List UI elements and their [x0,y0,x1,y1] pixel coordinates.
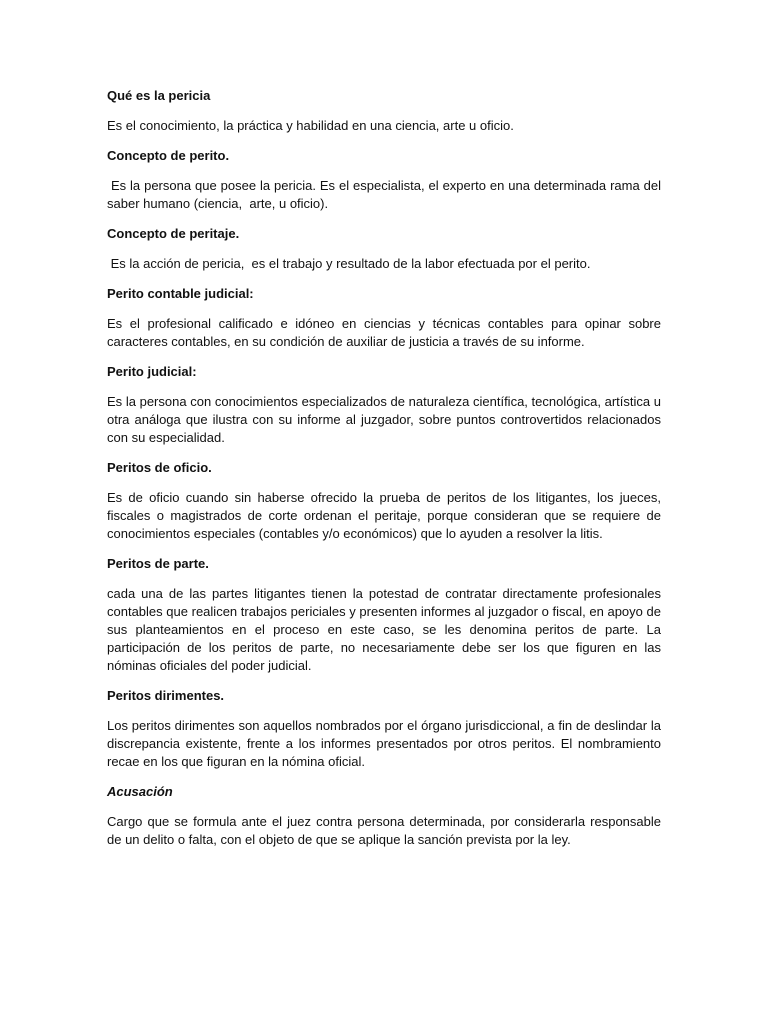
section-heading-perito-contable-judicial: Perito contable judicial: [107,286,254,301]
section-heading-concepto-peritaje: Concepto de peritaje. [107,226,240,241]
section-text-pericia: Es el conocimiento, la práctica y habilidad en una ciencia, arte u oficio. [107,118,514,133]
section-text-perito-judicial: Es la persona con conocimientos especializados de naturaleza científica, tecnológica, artística u otra análoga que ilustra con su informe al juzgador, sobre puntos controvertidos relacionados con su especialidad. [107,394,665,445]
section-heading-pericia: Qué es la pericia [107,88,211,103]
section-heading-concepto-perito: Concepto de perito. [107,148,230,163]
section-heading-peritos-de-oficio: Peritos de oficio. [107,460,212,475]
section-text-peritos-de-parte: cada una de las partes litigantes tienen la potestad de contratar directamente profesionales contables que realicen trabajos periciales y presenten informes al juzgador o fiscal, en apoyo de sus planteamientos en el proceso en este caso, se les denomina peritos de parte. La participación de los peritos de parte, no necesariamente debe ser los que figuren en las nóminas oficiales del poder judicial. [107,586,665,673]
section-heading-perito-judicial: Perito judicial: [107,364,197,379]
section-text-concepto-perito: Es la persona que posee la pericia. Es el especialista, el experto en una determinada rama del saber humano (ciencia, arte, u oficio). [107,178,665,211]
section-text-perito-contable-judicial: Es el profesional calificado e idóneo en ciencias y técnicas contables para opinar sobre caracteres contables, en su condición de auxiliar de justicia a través de su informe. [107,316,665,349]
section-text-peritos-dirimentes: Los peritos dirimentes son aquellos nombrados por el órgano jurisdiccional, a fin de deslindar la discrepancia existente, frente a los informes presentados por otros peritos. El nombramiento recae en los que figuran en la nómina oficial. [107,718,665,769]
document-body [107,87,665,861]
section-text-peritos-de-oficio: Es de oficio cuando sin haberse ofrecido la prueba de peritos de los litigantes, los jueces, fiscales o magistrados de corte ordenan el peritaje, porque consideran que se requiere de conocimientos especiales (contables y/o económicos) que lo ayuden a resolver la litis. [107,490,665,541]
section-text-acusacion: Cargo que se formula ante el juez contra persona determinada, por considerarla responsable de un delito o falta, con el objeto de que se aplique la sanción prevista por la ley. [107,814,665,847]
section-text-concepto-peritaje: Es la acción de pericia, es el trabajo y resultado de la labor efectuada por el perito. [107,256,591,271]
section-heading-peritos-dirimentes: Peritos dirimentes. [107,688,225,703]
section-heading-acusacion: Acusación [107,784,173,799]
section-heading-peritos-de-parte: Peritos de parte. [107,556,209,571]
